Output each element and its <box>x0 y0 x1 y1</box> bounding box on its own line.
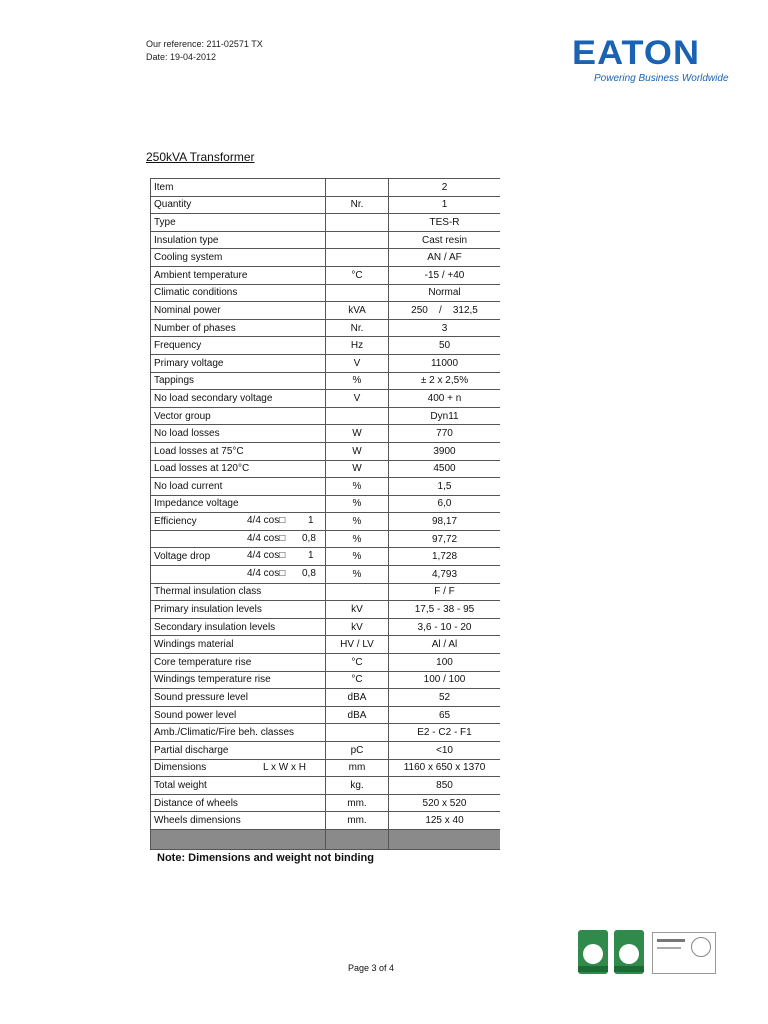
table-row <box>151 442 501 460</box>
row-value: 98,17 <box>389 513 501 531</box>
row-item-label: Type <box>154 216 176 228</box>
table-row <box>151 354 501 372</box>
row-unit: V <box>326 354 389 372</box>
row-item-label: Item <box>154 181 174 193</box>
row-value: 125 x 40 <box>389 812 501 830</box>
row-unit: mm <box>326 759 389 777</box>
row-item-cell <box>151 390 326 408</box>
table-row <box>151 530 501 548</box>
row-value: 4500 <box>389 460 501 478</box>
table-row <box>151 671 501 689</box>
row-item-cell <box>151 319 326 337</box>
row-unit <box>326 284 389 302</box>
quality-certificate-seal <box>652 932 716 974</box>
row-item-label: Voltage drop <box>154 551 211 563</box>
row-item-cell <box>151 372 326 390</box>
row-value: 6,0 <box>389 495 501 513</box>
table-row <box>151 495 501 513</box>
row-item-cell <box>151 566 326 584</box>
table-row <box>151 249 501 267</box>
row-item-cell <box>151 478 326 496</box>
row-item-cell <box>151 777 326 795</box>
row-unit: kg. <box>326 777 389 795</box>
row-value: 11000 <box>389 354 501 372</box>
table-row <box>151 583 501 601</box>
row-item-label: Ambient temperature <box>154 269 248 281</box>
certification-badges <box>578 930 718 976</box>
row-value: 50 <box>389 337 501 355</box>
row-item-cell <box>151 407 326 425</box>
table-row <box>151 231 501 249</box>
row-item-cell <box>151 671 326 689</box>
row-item-cell <box>151 214 326 232</box>
row-value: 1,5 <box>389 478 501 496</box>
row-unit: kV <box>326 601 389 619</box>
row-item-cell <box>151 724 326 742</box>
table-row <box>151 618 501 636</box>
row-item-cell <box>151 354 326 372</box>
row-unit: dBA <box>326 706 389 724</box>
spec-table-body <box>151 179 501 850</box>
row-item-cell <box>151 794 326 812</box>
row-value: Cast resin <box>389 231 501 249</box>
row-item-label: Cooling system <box>154 252 223 264</box>
shaded-cell <box>326 829 389 849</box>
row-item-cell <box>151 654 326 672</box>
table-row <box>151 794 501 812</box>
row-value: 250 / 312,5 <box>389 302 501 320</box>
table-row <box>151 460 501 478</box>
row-power-factor: 1 <box>308 550 314 562</box>
row-item-cell <box>151 601 326 619</box>
row-item-cell <box>151 636 326 654</box>
table-row <box>151 196 501 214</box>
row-item-cell <box>151 179 326 197</box>
table-row <box>151 742 501 760</box>
table-row <box>151 425 501 443</box>
table-row <box>151 601 501 619</box>
row-item-cell <box>151 812 326 830</box>
row-item-label: No load current <box>154 480 223 492</box>
row-item-label: Efficiency <box>154 516 197 528</box>
row-unit: mm. <box>326 812 389 830</box>
row-value: Al / Al <box>389 636 501 654</box>
row-value: 100 <box>389 654 501 672</box>
table-row <box>151 706 501 724</box>
row-item-label: Thermal insulation class <box>154 586 262 598</box>
eaton-logo <box>572 34 729 86</box>
row-value: -15 / +40 <box>389 266 501 284</box>
table-row <box>151 513 501 531</box>
row-unit: °C <box>326 671 389 689</box>
row-item-cell <box>151 196 326 214</box>
row-item-label: Quantity <box>154 199 192 211</box>
row-unit: W <box>326 425 389 443</box>
row-value: Normal <box>389 284 501 302</box>
row-value: TES-R <box>389 214 501 232</box>
document-date: Date: 19-04-2012 <box>146 52 217 62</box>
row-item-label: Amb./Climatic/Fire beh. classes <box>154 727 295 739</box>
row-item-label: No load losses <box>154 428 220 440</box>
row-item-label: Vector group <box>154 410 211 422</box>
row-value: 3900 <box>389 442 501 460</box>
row-item-label: Total weight <box>154 779 207 791</box>
row-value: 770 <box>389 425 501 443</box>
row-item-label: Load losses at 120°C <box>154 463 250 475</box>
row-unit: Nr. <box>326 196 389 214</box>
row-item-label: Primary insulation levels <box>154 604 262 616</box>
row-unit: % <box>326 478 389 496</box>
row-unit: °C <box>326 654 389 672</box>
row-unit: % <box>326 530 389 548</box>
row-item-cell <box>151 513 326 531</box>
row-item-cell <box>151 742 326 760</box>
table-row <box>151 478 501 496</box>
row-value: 100 / 100 <box>389 671 501 689</box>
row-unit <box>326 214 389 232</box>
table-row <box>151 284 501 302</box>
reference-number: Our reference: 211-02571 TX <box>146 39 263 49</box>
row-value: 3,6 - 10 - 20 <box>389 618 501 636</box>
row-unit: W <box>326 460 389 478</box>
shaded-cell <box>389 829 501 849</box>
row-unit: kVA <box>326 302 389 320</box>
table-row <box>151 214 501 232</box>
row-value: 65 <box>389 706 501 724</box>
table-row <box>151 337 501 355</box>
row-item-label: No load secondary voltage <box>154 392 273 404</box>
row-item-cell <box>151 583 326 601</box>
table-row <box>151 179 501 197</box>
row-item-label: Secondary insulation levels <box>154 621 276 633</box>
row-value: 1,728 <box>389 548 501 566</box>
row-value: 17,5 - 38 - 95 <box>389 601 501 619</box>
row-unit: V <box>326 390 389 408</box>
row-sub-label: L x W x H <box>263 761 306 773</box>
row-unit <box>326 583 389 601</box>
row-item-label: Impedance voltage <box>154 498 239 510</box>
row-value: Dyn11 <box>389 407 501 425</box>
table-row <box>151 266 501 284</box>
row-unit: dBA <box>326 689 389 707</box>
row-sub-label: 4/4 cos□ <box>247 568 286 580</box>
row-value: 1160 x 650 x 1370 <box>389 759 501 777</box>
row-unit <box>326 407 389 425</box>
logo-tagline: Powering Business Worldwide <box>594 73 729 84</box>
row-item-cell <box>151 495 326 513</box>
row-item-cell <box>151 337 326 355</box>
row-item-cell <box>151 249 326 267</box>
table-row <box>151 372 501 390</box>
row-value: ± 2 x 2,5% <box>389 372 501 390</box>
row-unit: Hz <box>326 337 389 355</box>
row-item-cell <box>151 425 326 443</box>
row-sub-label: 4/4 cos□ <box>247 550 286 562</box>
table-row <box>151 759 501 777</box>
row-item-cell <box>151 442 326 460</box>
row-value: 1 <box>389 196 501 214</box>
row-item-cell <box>151 266 326 284</box>
row-item-cell <box>151 706 326 724</box>
row-value: AN / AF <box>389 249 501 267</box>
row-item-label: Sound power level <box>154 709 237 721</box>
row-item-cell <box>151 530 326 548</box>
row-unit: mm. <box>326 794 389 812</box>
row-power-factor: 1 <box>308 515 314 527</box>
row-unit <box>326 249 389 267</box>
row-item-label: Wheels dimensions <box>154 815 241 827</box>
row-value: 400 + n <box>389 390 501 408</box>
row-value: 52 <box>389 689 501 707</box>
row-power-factor: 0,8 <box>302 532 316 544</box>
row-unit: % <box>326 495 389 513</box>
row-item-cell <box>151 618 326 636</box>
logo-wordmark: EATON <box>572 34 701 72</box>
note-text: Note: Dimensions and weight not binding <box>157 852 374 864</box>
page-number: Page 3 of 4 <box>348 963 395 973</box>
row-sub-label: 4/4 cos□ <box>247 532 286 544</box>
row-value: F / F <box>389 583 501 601</box>
table-row <box>151 319 501 337</box>
row-item-label: Windings temperature rise <box>154 674 271 686</box>
table-row <box>151 636 501 654</box>
row-item-label: Distance of wheels <box>154 797 238 809</box>
row-power-factor: 0,8 <box>302 568 316 580</box>
table-row <box>151 548 501 566</box>
table-row <box>151 724 501 742</box>
row-item-cell <box>151 759 326 777</box>
row-item-label: Core temperature rise <box>154 656 252 668</box>
row-item-label: Tappings <box>154 375 195 387</box>
table-row <box>151 566 501 584</box>
row-value: 2 <box>389 179 501 197</box>
row-unit: % <box>326 513 389 531</box>
document-reference-block <box>146 38 263 64</box>
row-unit <box>326 231 389 249</box>
row-value: E2 - C2 - F1 <box>389 724 501 742</box>
row-item-cell <box>151 689 326 707</box>
table-row <box>151 302 501 320</box>
row-value: 4,793 <box>389 566 501 584</box>
page-title: 250kVA Transformer <box>146 150 255 164</box>
row-unit: % <box>326 372 389 390</box>
table-row <box>151 777 501 795</box>
row-item-label: Number of phases <box>154 322 236 334</box>
row-item-label: Primary voltage <box>154 357 224 369</box>
row-value: 3 <box>389 319 501 337</box>
table-row <box>151 407 501 425</box>
row-item-cell <box>151 460 326 478</box>
row-item-label: Insulation type <box>154 234 219 246</box>
dekra-certificate-badge <box>578 930 608 974</box>
row-item-label: Windings material <box>154 639 234 651</box>
row-value: 520 x 520 <box>389 794 501 812</box>
table-row <box>151 390 501 408</box>
row-item-cell <box>151 284 326 302</box>
row-value: 97,72 <box>389 530 501 548</box>
row-unit <box>326 724 389 742</box>
row-unit <box>326 179 389 197</box>
table-row <box>151 812 501 830</box>
table-footer-row <box>151 829 501 849</box>
row-item-label: Partial discharge <box>154 744 229 756</box>
table-row <box>151 654 501 672</box>
row-sub-label: 4/4 cos□ <box>247 515 286 527</box>
table-row <box>151 689 501 707</box>
row-item-label: Load losses at 75°C <box>154 445 244 457</box>
row-item-cell <box>151 302 326 320</box>
row-unit: % <box>326 566 389 584</box>
row-item-cell <box>151 231 326 249</box>
row-unit: HV / LV <box>326 636 389 654</box>
spec-table <box>150 178 500 850</box>
row-unit: % <box>326 548 389 566</box>
row-unit: Nr. <box>326 319 389 337</box>
dekra-certificate-badge <box>614 930 644 974</box>
row-value: <10 <box>389 742 501 760</box>
row-value: 850 <box>389 777 501 795</box>
row-unit: pC <box>326 742 389 760</box>
row-item-label: Frequency <box>154 340 202 352</box>
row-item-label: Nominal power <box>154 304 221 316</box>
row-item-label: Climatic conditions <box>154 287 238 299</box>
shaded-cell <box>151 829 326 849</box>
row-unit: kV <box>326 618 389 636</box>
row-item-label: Sound pressure level <box>154 692 248 704</box>
row-unit: °C <box>326 266 389 284</box>
row-item-cell <box>151 548 326 566</box>
row-item-label: Dimensions <box>154 762 207 774</box>
row-unit: W <box>326 442 389 460</box>
